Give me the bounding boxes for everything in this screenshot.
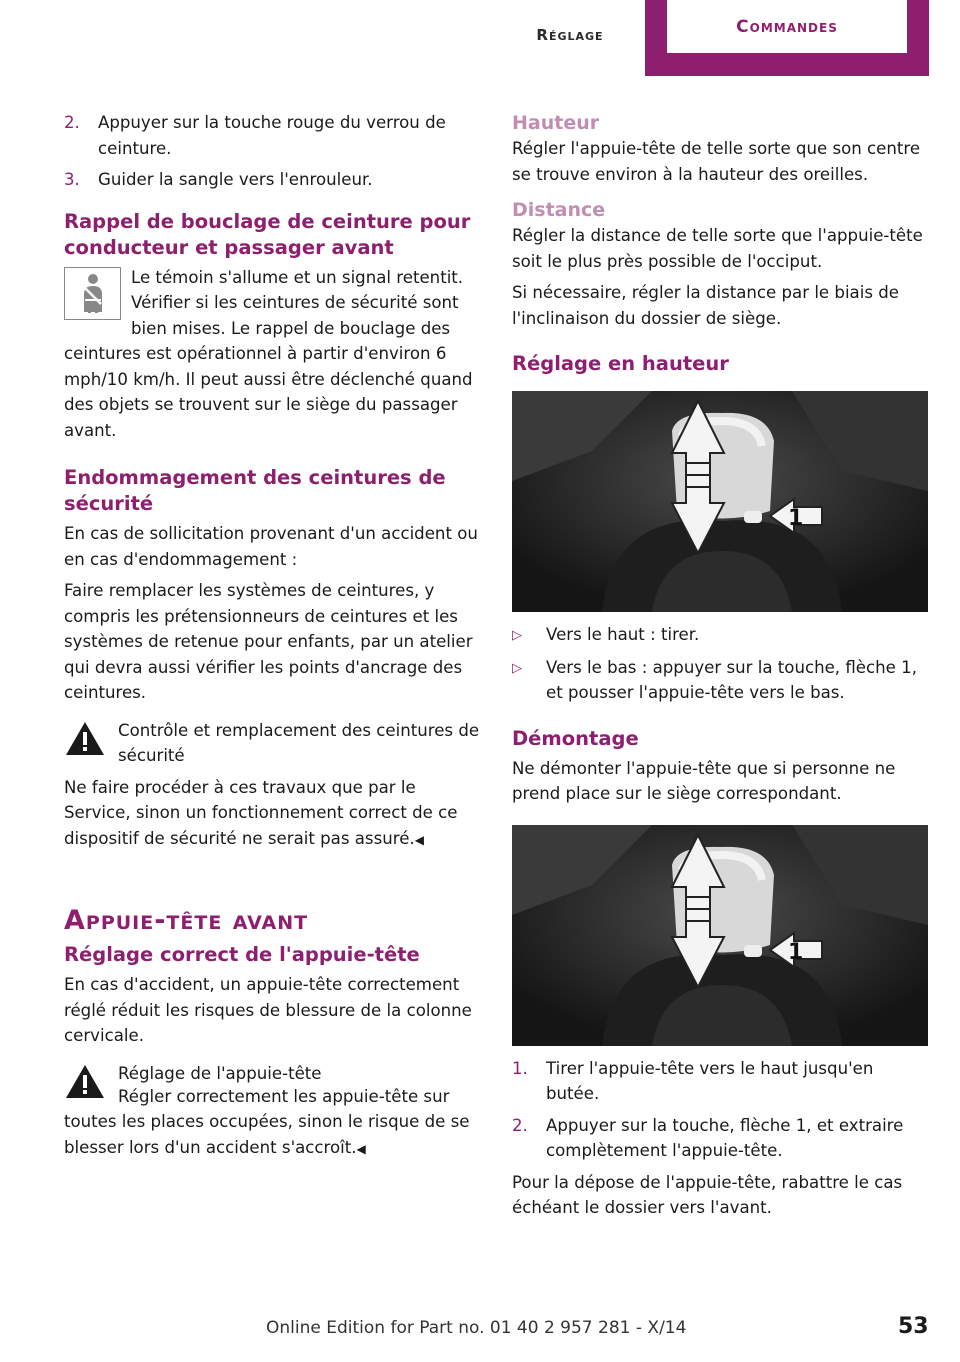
height-text: Régler l'appuie-tête de telle sorte que son centre se trouve environ à la hauteur des oreilles. <box>512 139 921 184</box>
headrest-adjustment-image <box>512 391 928 612</box>
warning-title: Contrôle et remplacement des ceintures de sécurité <box>118 720 480 765</box>
correct-adjustment-text: En cas d'accident, un appuie-tête correctement réglé réduit les risques de blessure de la colonne cervicale. <box>64 975 472 1045</box>
triangle-bullet-icon: ▷ <box>512 660 522 676</box>
chapter-tab-inner <box>667 0 907 53</box>
image-callout-label: 1 <box>788 506 804 531</box>
warning-body: Régler correctement les appuie-tête sur toutes les places occupées, sinon le risque de se blesser lors d'un accident s'accroît. <box>64 1086 470 1157</box>
step-text: Appuyer sur la touche, flèche 1, et extraire complètement l'appuie-tête. <box>546 1115 904 1160</box>
right-column <box>512 110 928 1227</box>
list-item <box>512 1056 928 1107</box>
heading-seatbelt-reminder: Rappel de bouclage de ceinture pour conducteur et passager avant <box>64 209 471 259</box>
warning-body: Ne faire procéder à ces travaux que par le Service, sinon un fonctionnement correct de ce dispositif de sécurité ne serait pas assuré. <box>64 777 458 848</box>
left-column <box>64 110 480 1168</box>
list-item <box>64 167 480 193</box>
seatbelt-warning-icon <box>64 267 121 320</box>
section-name: Réglage <box>536 26 604 44</box>
step-text: Guider la sangle vers l'enrouleur. <box>98 170 373 189</box>
warning-text <box>64 775 480 854</box>
image-callout-label: 1 <box>788 939 804 965</box>
bullet-text: Vers le haut : tirer. <box>546 625 700 644</box>
removal-text: Ne démonter l'appuie-tête que si personne ne prend place sur le siège correspondant. <box>512 758 896 803</box>
footer-edition: Online Edition for Part no. 01 40 2 957 281 - X/14 <box>266 1318 687 1338</box>
damage-paragraph-2: Faire remplacer les systèmes de ceintures, y compris les prétensionneurs de ceintures et les systèmes de retenue pour enfants, par un atelier qui devra aussi vérifier les points d'ancrage des ceintures. <box>64 581 473 702</box>
warning-title: Réglage de l'appuie-tête <box>118 1063 322 1083</box>
heading-distance: Distance <box>512 199 606 221</box>
removal-final-text: Pour la dépose de l'appuie-tête, rabattre le cas échéant le dossier vers l'avant. <box>512 1172 903 1217</box>
triangle-bullet-icon: ▷ <box>512 628 522 643</box>
warning-text <box>64 1084 480 1163</box>
list-item <box>512 655 928 706</box>
end-mark: ◀ <box>414 832 424 847</box>
step-number: 3. <box>64 170 80 189</box>
chapter-name: Commandes <box>736 16 838 37</box>
bullet-text: Vers le bas : appuyer sur la touche, flèche 1, et pousser l'appuie-tête vers le bas. <box>546 657 917 702</box>
list-item <box>64 110 480 161</box>
list-item <box>512 1113 928 1164</box>
section-title-front-headrest: Appuie-tête avant <box>64 905 309 936</box>
heading-seatbelt-damage: Endommagement des ceintures de sécurité <box>64 466 446 515</box>
seatbelt-reminder-block <box>64 265 480 450</box>
step-number: 1. <box>512 1058 528 1078</box>
warning-block-seatbelt-check <box>64 718 480 860</box>
damage-paragraph-1: En cas de sollicitation provenant d'un accident ou en cas d'endommagement : <box>64 524 478 569</box>
step-number: 2. <box>512 1115 528 1135</box>
page-number: 53 <box>898 1314 929 1339</box>
chapter-tab <box>645 0 929 76</box>
heading-removal: Démontage <box>512 726 639 750</box>
heading-height-adjustment: Réglage en hauteur <box>512 352 729 375</box>
end-mark: ◀ <box>356 1141 366 1156</box>
warning-triangle-icon <box>64 1063 106 1101</box>
list-item <box>512 622 928 649</box>
distance-paragraph-1: Régler la distance de telle sorte que l'appuie-tête soit le plus près possible de l'occiput. <box>512 226 923 271</box>
headrest-removal-image <box>512 825 928 1046</box>
step-text: Tirer l'appuie-tête vers le haut jusqu'en butée. <box>546 1058 874 1103</box>
warning-triangle-icon <box>64 720 106 758</box>
header-section-label <box>500 0 640 70</box>
step-text: Appuyer sur la touche rouge du verrou de ceinture. <box>98 113 446 158</box>
heading-correct-adjustment: Réglage correct de l'appuie-tête <box>64 943 420 966</box>
heading-height: Hauteur <box>512 112 600 134</box>
reminder-text: Le témoin s'allume et un signal retentit. Vérifier si les ceintures de sécurité sont bien mises. Le rappel de bouclage des ceintures est opérationnel à partir d'environ 6 mph/10 km/h. Il peut aussi être déclenché quand des objets se trouvent sur le siège du passager avant. <box>64 267 473 440</box>
step-number: 2. <box>64 113 80 132</box>
distance-paragraph-2: Si nécessaire, régler la distance par le biais de l'inclinaison du dossier de siège. <box>512 283 899 328</box>
